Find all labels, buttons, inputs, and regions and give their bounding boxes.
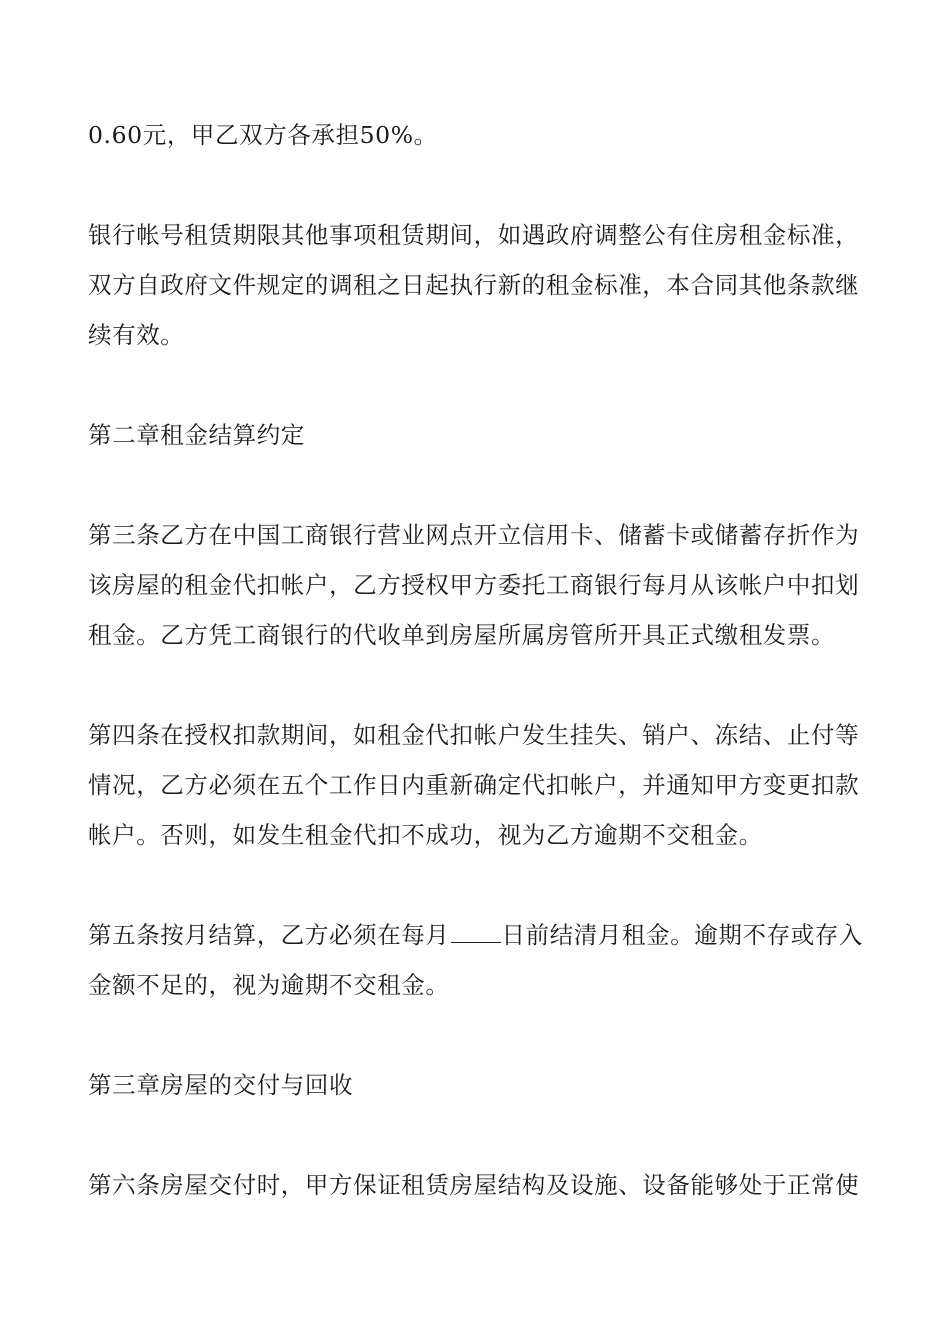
chapter-heading-rent-settlement: 第二章租金结算约定: [88, 421, 305, 449]
paragraph-cost-share: 0.60元，甲乙双方各承担50%。: [88, 121, 438, 149]
article-5-paragraph: [88, 910, 868, 1010]
article-5-text-after: 日前结清月租金。逾期不存或存入金额不足的，视为逾期不交租金。: [88, 921, 863, 999]
paragraph-rent-adjustment: 银行帐号租赁期限其他事项租赁期间，如遇政府调整公有住房租金标准，双方自政府文件规定的调租之日起执行新的租金标准，本合同其他条款继续有效。: [88, 221, 860, 349]
fill-in-blank: [451, 916, 501, 943]
article-5-text-before: 第五条按月结算，乙方必须在每月: [88, 921, 450, 949]
article-3-paragraph: 第三条乙方在中国工商银行营业网点开立信用卡、储蓄卡或储蓄存折作为该房屋的租金代扣帐户，乙方授权甲方委托工商银行每月从该帐户中扣划租金。乙方凭工商银行的代收单到房屋所属房管所开具正式缴租发票。: [88, 521, 860, 649]
chapter-heading-house-delivery: 第三章房屋的交付与回收: [88, 1071, 354, 1099]
article-4-paragraph: 第四条在授权扣款期间，如租金代扣帐户发生挂失、销户、冻结、止付等情况，乙方必须在五个工作日内重新确定代扣帐户，并通知甲方变更扣款帐户。否则，如发生租金代扣不成功，视为乙方逾期不交租金。: [88, 721, 860, 849]
article-6-paragraph: 第六条房屋交付时，甲方保证租赁房屋结构及设施、设备能够处于正常使: [88, 1171, 860, 1199]
